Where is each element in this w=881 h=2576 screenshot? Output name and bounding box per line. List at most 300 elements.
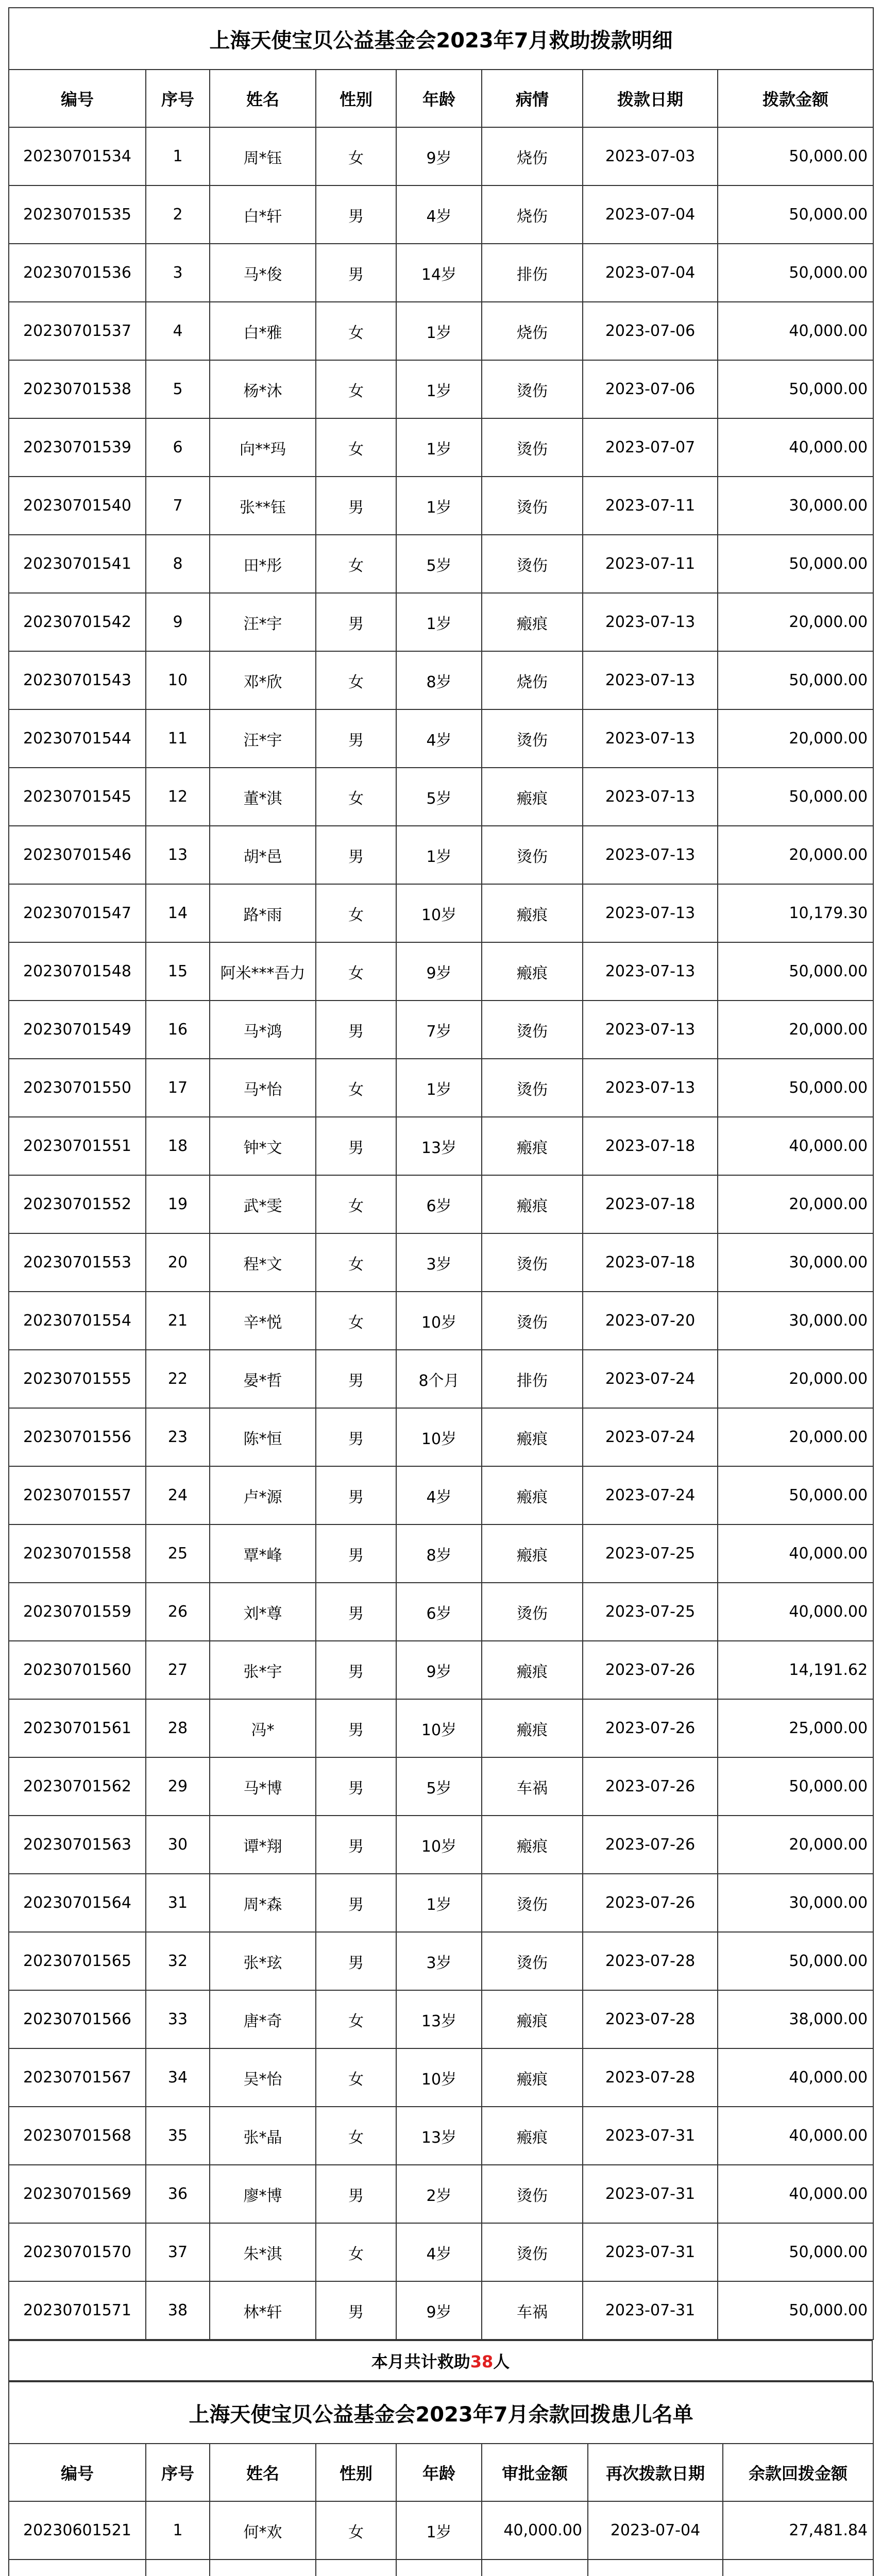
table-cell: 50,000.00 — [718, 127, 873, 185]
column-header: 拨款金额 — [718, 70, 873, 127]
table-cell: 3岁 — [396, 1233, 482, 1292]
table-cell: 20230701551 — [9, 1117, 146, 1175]
table-cell: 瘢痕 — [482, 1117, 583, 1175]
table-cell: 车祸 — [482, 1757, 583, 1816]
table-cell: 34 — [146, 2048, 210, 2107]
table-cell: 20230701567 — [9, 2048, 146, 2107]
allocation-row — [9, 1874, 873, 1932]
table-cell: 2023-07-06 — [583, 302, 718, 360]
allocation-row — [9, 2281, 873, 2340]
table-cell: 谭*翔 — [210, 1816, 316, 1874]
table-cell: 20230701556 — [9, 1408, 146, 1466]
table-cell: 20,000.00 — [718, 1175, 873, 1233]
allocation-row — [9, 1816, 873, 1874]
table-cell: 男 — [316, 709, 396, 768]
table-cell: 2023-07-13 — [583, 884, 718, 942]
table-cell: 吴*怡 — [210, 2048, 316, 2107]
table-cell: 车祸 — [482, 2281, 583, 2340]
table-cell: 烫伤 — [482, 1292, 583, 1350]
table-cell: 1岁 — [396, 302, 482, 360]
allocation-row — [9, 1408, 873, 1466]
table-cell: 38,000.00 — [718, 1990, 873, 2048]
column-header: 姓名 — [210, 70, 316, 127]
table-cell: 20230701548 — [9, 942, 146, 1001]
table-cell: 胡*邑 — [210, 826, 316, 884]
table-cell: 40,000.00 — [718, 1583, 873, 1641]
table-cell: 烫伤 — [482, 477, 583, 535]
table-cell: 男 — [316, 1466, 396, 1524]
allocation-row — [9, 535, 873, 593]
table-cell: 1岁 — [396, 477, 482, 535]
table-cell: 20230701570 — [9, 2223, 146, 2281]
table-cell: 廖*博 — [210, 2165, 316, 2223]
column-header: 再次拨款日期 — [588, 2444, 723, 2501]
table-cell: 2023-07-25 — [583, 1524, 718, 1583]
table-cell: 20230701552 — [9, 1175, 146, 1233]
table-cell: 瘢痕 — [482, 1524, 583, 1583]
allocation-row — [9, 1990, 873, 2048]
allocation-row — [9, 477, 873, 535]
rescue-count-value: 38 — [470, 2352, 494, 2371]
table-cell: 50,000.00 — [718, 244, 873, 302]
table-cell: 1岁 — [396, 2501, 482, 2560]
table-cell: 40,000.00 — [718, 1524, 873, 1583]
table-cell — [396, 2560, 482, 2576]
table-cell: 30,000.00 — [718, 477, 873, 535]
table-cell: 20,000.00 — [718, 709, 873, 768]
table-cell: 1岁 — [396, 418, 482, 477]
table-cell: 烫伤 — [482, 535, 583, 593]
table-cell: 烫伤 — [482, 360, 583, 418]
table-cell: 2023-07-04 — [583, 185, 718, 244]
table-cell: 2023-07-13 — [583, 826, 718, 884]
table-cell: 20230701569 — [9, 2165, 146, 2223]
table-cell: 烫伤 — [482, 709, 583, 768]
table-cell: 5岁 — [396, 1757, 482, 1816]
table-cell: 2023-07-13 — [583, 768, 718, 826]
table-cell: 瘢痕 — [482, 884, 583, 942]
table-cell: 25 — [146, 1524, 210, 1583]
table-cell — [723, 2560, 873, 2576]
table-cell: 2023-07-13 — [583, 1059, 718, 1117]
table-cell: 40,000.00 — [718, 302, 873, 360]
table-cell: 2023-07-26 — [583, 1641, 718, 1699]
table-cell: 27 — [146, 1641, 210, 1699]
table-cell: 20230701565 — [9, 1932, 146, 1990]
table-cell: 20230701564 — [9, 1874, 146, 1932]
column-header: 病情 — [482, 70, 583, 127]
table-cell: 21 — [146, 1292, 210, 1350]
table-cell: 汪*宇 — [210, 709, 316, 768]
table-cell: 2023-07-13 — [583, 709, 718, 768]
remaining-funds-row — [9, 2560, 873, 2576]
table-cell: 女 — [316, 884, 396, 942]
table-cell: 31 — [146, 1874, 210, 1932]
allocation-row — [9, 302, 873, 360]
allocation-row — [9, 1175, 873, 1233]
table-cell: 20230701540 — [9, 477, 146, 535]
table-cell: 1岁 — [396, 1059, 482, 1117]
table-cell: 烫伤 — [482, 1233, 583, 1292]
allocation-row — [9, 651, 873, 709]
table-cell: 烫伤 — [482, 2223, 583, 2281]
allocation-row — [9, 2048, 873, 2107]
table-cell: 6岁 — [396, 1583, 482, 1641]
table-cell: 14 — [146, 884, 210, 942]
table-cell: 9岁 — [396, 2281, 482, 2340]
table-cell: 烫伤 — [482, 1001, 583, 1059]
table-cell: 烫伤 — [482, 1874, 583, 1932]
table-cell: 20230701558 — [9, 1524, 146, 1583]
table-cell: 2023-07-31 — [583, 2165, 718, 2223]
column-header: 年龄 — [396, 70, 482, 127]
table-cell: 2023-07-18 — [583, 1175, 718, 1233]
allocation-row — [9, 942, 873, 1001]
table-cell — [316, 2560, 396, 2576]
allocation-row — [9, 1350, 873, 1408]
table-cell: 阿米***吾力 — [210, 942, 316, 1001]
table-cell: 覃*峰 — [210, 1524, 316, 1583]
remaining-funds-table-title: 上海天使宝贝公益基金会2023年7月余款回拨患儿名单 — [9, 2382, 873, 2444]
table-cell: 20230701554 — [9, 1292, 146, 1350]
table-cell: 10岁 — [396, 1408, 482, 1466]
table-cell: 1 — [146, 127, 210, 185]
table-cell: 何*欢 — [210, 2501, 316, 2560]
table-cell: 8个月 — [396, 1350, 482, 1408]
table-cell: 男 — [316, 185, 396, 244]
table-cell: 20230701549 — [9, 1001, 146, 1059]
table-cell: 29 — [146, 1757, 210, 1816]
table-cell: 女 — [316, 2501, 396, 2560]
table-cell: 1 — [146, 2501, 210, 2560]
table-cell: 9 — [146, 593, 210, 651]
allocation-summary — [8, 2340, 873, 2381]
table-cell: 4岁 — [396, 1466, 482, 1524]
table-cell: 2023-07-18 — [583, 1117, 718, 1175]
table-cell: 2023-07-26 — [583, 1816, 718, 1874]
table-cell: 武*雯 — [210, 1175, 316, 1233]
table-cell: 20230701545 — [9, 768, 146, 826]
table-cell: 20230701555 — [9, 1350, 146, 1408]
table-cell — [210, 2560, 316, 2576]
table-cell: 40,000.00 — [718, 418, 873, 477]
table-cell: 40,000.00 — [718, 2107, 873, 2165]
table-cell: 2023-07-24 — [583, 1350, 718, 1408]
table-cell: 2023-07-24 — [583, 1466, 718, 1524]
allocation-row — [9, 2165, 873, 2223]
table-cell: 2023-07-04 — [588, 2501, 723, 2560]
column-header: 性别 — [316, 70, 396, 127]
table-cell: 3岁 — [396, 1932, 482, 1990]
table-cell: 邓*欣 — [210, 651, 316, 709]
table-cell: 1岁 — [396, 593, 482, 651]
allocation-table — [8, 7, 874, 2340]
allocation-row — [9, 1524, 873, 1583]
table-cell: 30,000.00 — [718, 1233, 873, 1292]
table-cell: 2 — [146, 185, 210, 244]
table-cell: 2023-07-13 — [583, 942, 718, 1001]
table-cell: 20230701559 — [9, 1583, 146, 1641]
table-cell: 马*鸿 — [210, 1001, 316, 1059]
allocation-row — [9, 2223, 873, 2281]
table-cell: 20,000.00 — [718, 826, 873, 884]
column-header: 姓名 — [210, 2444, 316, 2501]
table-cell: 9岁 — [396, 1641, 482, 1699]
allocation-row — [9, 1233, 873, 1292]
table-cell: 11 — [146, 709, 210, 768]
table-cell: 2023-07-13 — [583, 1001, 718, 1059]
table-cell: 陈*恒 — [210, 1408, 316, 1466]
table-cell: 5岁 — [396, 535, 482, 593]
table-cell: 烧伤 — [482, 651, 583, 709]
table-cell: 10岁 — [396, 2048, 482, 2107]
allocation-row — [9, 1117, 873, 1175]
table-cell: 女 — [316, 535, 396, 593]
table-cell: 杨*沐 — [210, 360, 316, 418]
table-cell: 2023-07-25 — [583, 1583, 718, 1641]
table-cell: 10岁 — [396, 1699, 482, 1757]
table-cell: 40,000.00 — [718, 2048, 873, 2107]
table-cell: 5 — [146, 360, 210, 418]
table-cell: 唐*奇 — [210, 1990, 316, 2048]
allocation-row — [9, 1001, 873, 1059]
table-cell: 50,000.00 — [718, 2281, 873, 2340]
table-cell: 12 — [146, 768, 210, 826]
column-header: 拨款日期 — [583, 70, 718, 127]
table-cell: 9岁 — [396, 942, 482, 1001]
table-cell: 2023-07-31 — [583, 2281, 718, 2340]
table-cell: 钟*文 — [210, 1117, 316, 1175]
table-cell: 2023-07-06 — [583, 360, 718, 418]
table-cell: 男 — [316, 2165, 396, 2223]
table-cell: 烧伤 — [482, 302, 583, 360]
table-cell: 20230701538 — [9, 360, 146, 418]
allocation-row — [9, 884, 873, 942]
table-cell: 男 — [316, 1641, 396, 1699]
table-cell: 15 — [146, 942, 210, 1001]
table-cell: 田*彤 — [210, 535, 316, 593]
column-header: 序号 — [146, 2444, 210, 2501]
table-cell: 13岁 — [396, 1990, 482, 2048]
table-cell: 50,000.00 — [718, 1059, 873, 1117]
allocation-row — [9, 1757, 873, 1816]
table-cell: 女 — [316, 127, 396, 185]
table-cell: 8 — [146, 535, 210, 593]
allocation-row — [9, 244, 873, 302]
table-cell: 20230701542 — [9, 593, 146, 651]
table-cell: 2023-07-31 — [583, 2223, 718, 2281]
table-cell: 瘢痕 — [482, 593, 583, 651]
allocation-row — [9, 127, 873, 185]
table-cell: 男 — [316, 244, 396, 302]
table-cell: 2023-07-04 — [583, 244, 718, 302]
allocation-row — [9, 1466, 873, 1524]
table-cell: 50,000.00 — [718, 535, 873, 593]
allocation-row — [9, 1699, 873, 1757]
table-cell: 36 — [146, 2165, 210, 2223]
table-cell: 30,000.00 — [718, 1874, 873, 1932]
table-cell: 瘢痕 — [482, 2107, 583, 2165]
table-cell: 2023-07-26 — [583, 1699, 718, 1757]
table-cell: 马*俊 — [210, 244, 316, 302]
table-cell: 20,000.00 — [718, 593, 873, 651]
table-cell: 女 — [316, 1059, 396, 1117]
table-cell: 女 — [316, 1292, 396, 1350]
table-cell: 28 — [146, 1699, 210, 1757]
table-cell: 14,191.62 — [718, 1641, 873, 1699]
table-cell: 4岁 — [396, 709, 482, 768]
table-cell: 6 — [146, 418, 210, 477]
table-cell: 向**玛 — [210, 418, 316, 477]
table-cell: 1岁 — [396, 360, 482, 418]
rescue-count-suffix: 人 — [493, 2352, 510, 2371]
table-cell: 朱*淇 — [210, 2223, 316, 2281]
table-cell: 20,000.00 — [718, 1408, 873, 1466]
table-cell: 35 — [146, 2107, 210, 2165]
table-cell: 30,000.00 — [718, 1292, 873, 1350]
table-cell: 程*文 — [210, 1233, 316, 1292]
rescue-count-prefix: 本月共计救助 — [371, 2352, 470, 2371]
table-cell: 20230701543 — [9, 651, 146, 709]
allocation-row — [9, 1641, 873, 1699]
table-cell: 20230701546 — [9, 826, 146, 884]
table-cell: 2023-07-28 — [583, 1932, 718, 1990]
table-cell: 13 — [146, 826, 210, 884]
column-header: 年龄 — [396, 2444, 482, 2501]
table-cell: 20230701535 — [9, 185, 146, 244]
table-cell: 2023-07-11 — [583, 477, 718, 535]
table-cell: 男 — [316, 1524, 396, 1583]
table-cell: 辛*悦 — [210, 1292, 316, 1350]
table-cell: 汪*宇 — [210, 593, 316, 651]
table-cell: 男 — [316, 1757, 396, 1816]
table-cell: 瘢痕 — [482, 1699, 583, 1757]
allocation-row — [9, 768, 873, 826]
remaining-funds-row — [9, 2501, 873, 2560]
table-cell: 20230701561 — [9, 1699, 146, 1757]
table-cell: 男 — [316, 1699, 396, 1757]
allocation-row — [9, 1932, 873, 1990]
table-cell: 男 — [316, 2281, 396, 2340]
table-cell: 20230701537 — [9, 302, 146, 360]
table-cell: 女 — [316, 302, 396, 360]
rescue-count-note — [9, 2341, 872, 2381]
table-cell: 50,000.00 — [718, 360, 873, 418]
table-cell: 27,481.84 — [723, 2501, 873, 2560]
table-cell: 2023-07-24 — [583, 1408, 718, 1466]
table-cell: 20230701550 — [9, 1059, 146, 1117]
column-header: 审批金额 — [482, 2444, 588, 2501]
table-cell: 女 — [316, 418, 396, 477]
table-cell: 32 — [146, 1932, 210, 1990]
table-cell: 7岁 — [396, 1001, 482, 1059]
table-cell: 13岁 — [396, 1117, 482, 1175]
table-cell: 5岁 — [396, 768, 482, 826]
remaining-funds-table — [8, 2381, 874, 2576]
table-cell: 20,000.00 — [718, 1350, 873, 1408]
table-cell: 50,000.00 — [718, 2223, 873, 2281]
table-cell: 23 — [146, 1408, 210, 1466]
table-cell: 董*淇 — [210, 768, 316, 826]
table-cell: 2023-07-18 — [583, 1233, 718, 1292]
table-cell: 10岁 — [396, 1816, 482, 1874]
table-cell: 20230701568 — [9, 2107, 146, 2165]
donation-report-sheet — [8, 7, 873, 2576]
table-cell: 20230701560 — [9, 1641, 146, 1699]
table-cell: 20230701557 — [9, 1466, 146, 1524]
table-cell: 路*雨 — [210, 884, 316, 942]
table-cell: 马*博 — [210, 1757, 316, 1816]
allocation-row — [9, 418, 873, 477]
table-cell: 瘢痕 — [482, 1990, 583, 2048]
table-cell: 女 — [316, 2048, 396, 2107]
allocation-row — [9, 593, 873, 651]
table-cell: 50,000.00 — [718, 185, 873, 244]
table-cell: 38 — [146, 2281, 210, 2340]
table-cell: 林*轩 — [210, 2281, 316, 2340]
table-cell: 女 — [316, 768, 396, 826]
table-cell: 50,000.00 — [718, 1757, 873, 1816]
table-cell: 张*宇 — [210, 1641, 316, 1699]
table-cell: 16 — [146, 1001, 210, 1059]
table-cell: 40,000.00 — [718, 2165, 873, 2223]
table-cell: 50,000.00 — [718, 1932, 873, 1990]
table-cell: 瘢痕 — [482, 1641, 583, 1699]
table-cell: 瘢痕 — [482, 1175, 583, 1233]
table-cell: 50,000.00 — [718, 651, 873, 709]
table-cell: 1岁 — [396, 826, 482, 884]
allocation-row — [9, 1292, 873, 1350]
table-cell — [9, 2560, 146, 2576]
table-cell: 1岁 — [396, 1874, 482, 1932]
table-cell: 男 — [316, 1350, 396, 1408]
table-cell: 男 — [316, 1816, 396, 1874]
allocation-table-title: 上海天使宝贝公益基金会2023年7月救助拨款明细 — [9, 8, 873, 70]
table-cell: 烫伤 — [482, 826, 583, 884]
table-cell: 20230701547 — [9, 884, 146, 942]
table-cell: 烫伤 — [482, 1932, 583, 1990]
table-cell: 20230701539 — [9, 418, 146, 477]
allocation-row — [9, 1059, 873, 1117]
table-cell: 烫伤 — [482, 1583, 583, 1641]
table-cell: 男 — [316, 1117, 396, 1175]
table-cell: 男 — [316, 477, 396, 535]
table-cell: 4岁 — [396, 185, 482, 244]
column-header: 序号 — [146, 70, 210, 127]
table-cell: 20230601521 — [9, 2501, 146, 2560]
table-cell — [482, 2560, 588, 2576]
table-cell: 男 — [316, 826, 396, 884]
table-cell: 19 — [146, 1175, 210, 1233]
table-cell: 50,000.00 — [718, 768, 873, 826]
column-header: 编号 — [9, 70, 146, 127]
table-cell: 20 — [146, 1233, 210, 1292]
table-cell: 女 — [316, 1175, 396, 1233]
table-cell: 2023-07-11 — [583, 535, 718, 593]
table-cell: 6岁 — [396, 1175, 482, 1233]
table-cell: 8岁 — [396, 1524, 482, 1583]
table-cell: 24 — [146, 1466, 210, 1524]
table-cell: 10岁 — [396, 1292, 482, 1350]
table-cell: 晏*哲 — [210, 1350, 316, 1408]
table-cell: 8岁 — [396, 651, 482, 709]
table-cell: 2023-07-28 — [583, 1990, 718, 2048]
table-cell: 女 — [316, 1233, 396, 1292]
table-cell: 女 — [316, 651, 396, 709]
table-cell: 20230701534 — [9, 127, 146, 185]
table-cell: 40,000.00 — [718, 1117, 873, 1175]
table-cell: 20230701571 — [9, 2281, 146, 2340]
